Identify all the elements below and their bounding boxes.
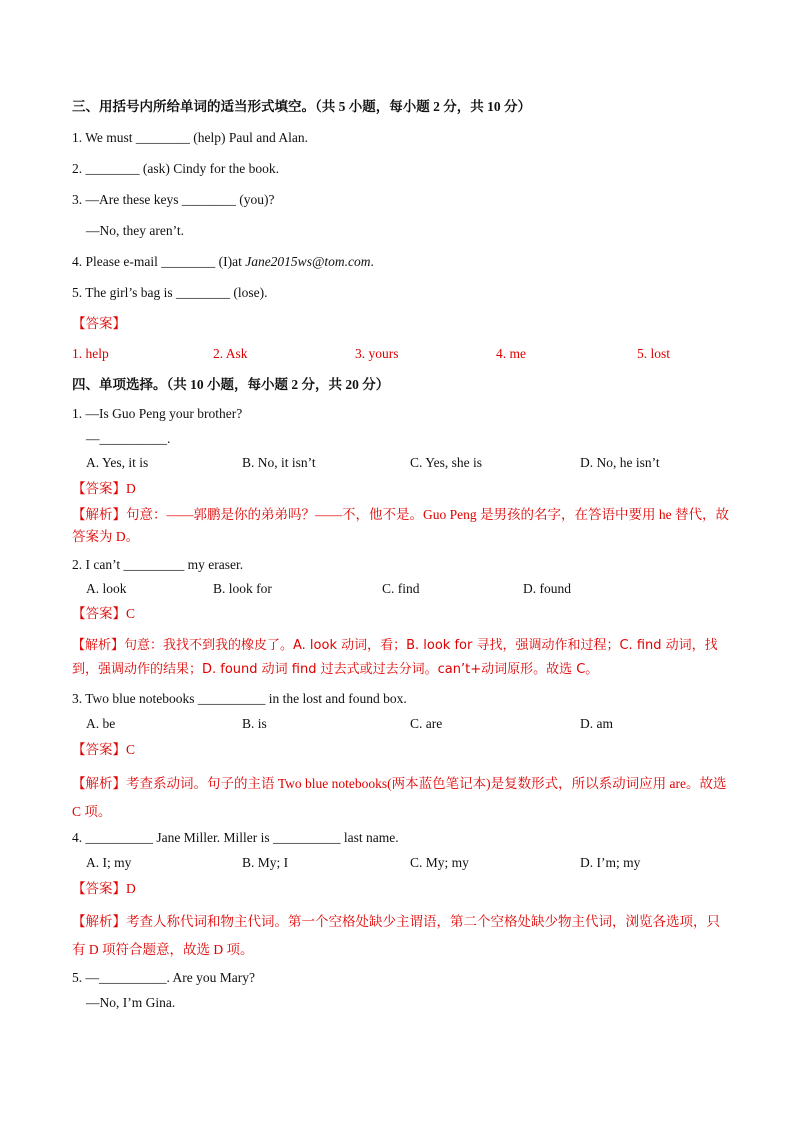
s3-answer-label: 【答案】 bbox=[72, 316, 126, 331]
s3-question-3-reply: —No, they aren’t. bbox=[86, 223, 184, 238]
s4-q3-analysis: 【解析】考查系动词。句子的主语 Two blue notebooks(两本蓝色笔记本)是复数形式，所以系动词应用 are。故选 C 项。 bbox=[72, 776, 727, 819]
section4-heading: 四、单项选择。（共 10 小题，每小题 2 分，共 20 分） bbox=[72, 377, 390, 392]
s4-q2-option-b: B. look for bbox=[213, 581, 272, 596]
s4-q2-answer: 【答案】C bbox=[72, 606, 136, 621]
s3-q4-end: . bbox=[370, 254, 374, 269]
s4-q1-blank: —__________. bbox=[86, 431, 171, 446]
s4-q1-stem: 1. —Is Guo Peng your brother? bbox=[72, 406, 243, 421]
s3-q4-email: Jane2015ws@tom.com bbox=[245, 254, 371, 269]
s4-q3-stem: 3. Two blue notebooks __________ in the lost and found box. bbox=[72, 691, 407, 706]
s3-answer-3: 3. yours bbox=[355, 346, 399, 361]
s4-q4-option-d: D. I’m; my bbox=[580, 855, 641, 870]
s3-q4-text: 4. Please e-mail ________ (I)at bbox=[72, 254, 246, 269]
s4-q2-option-a: A. look bbox=[86, 581, 127, 596]
s4-q4-option-b: B. My; I bbox=[242, 855, 289, 870]
s4-q1-option-b: B. No, it isn’t bbox=[242, 455, 316, 470]
s3-question-2: 2. ________ (ask) Cindy for the book. bbox=[72, 161, 279, 176]
s4-q1-option-c: C. Yes, she is bbox=[410, 455, 483, 470]
s4-q4-stem: 4. __________ Jane Miller. Miller is __________ last name. bbox=[72, 830, 399, 845]
s4-q4-option-a: A. I; my bbox=[86, 855, 132, 870]
s3-answer-5: 5. lost bbox=[637, 346, 671, 361]
s4-q5-stem: 5. —__________. Are you Mary? bbox=[72, 970, 255, 985]
s4-q2-option-d: D. found bbox=[523, 581, 571, 596]
s4-q4-analysis: 【解析】考查人称代词和物主代词。第一个空格处缺少主谓语，第二个空格处缺少物主代词，浏览各选项，只有 D 项符合题意，故选 D 项。 bbox=[72, 914, 720, 957]
s4-q3-option-b: B. is bbox=[242, 716, 267, 731]
s4-q3-option-c: C. are bbox=[410, 716, 443, 731]
s4-q1-option-a: A. Yes, it is bbox=[86, 455, 149, 470]
s4-q4-answer: 【答案】D bbox=[72, 881, 136, 896]
s4-q3-option-a: A. be bbox=[86, 716, 116, 731]
s4-q3-answer: 【答案】C bbox=[72, 742, 136, 757]
s3-question-3: 3. —Are these keys ________ (you)? bbox=[72, 192, 275, 207]
s3-answer-2: 2. Ask bbox=[213, 346, 248, 361]
s4-q1-option-d: D. No, he isn’t bbox=[580, 455, 660, 470]
s4-q5-reply: —No, I’m Gina. bbox=[86, 995, 176, 1010]
s4-q2-stem: 2. I can’t _________ my eraser. bbox=[72, 557, 244, 572]
s3-question-5: 5. The girl’s bag is ________ (lose). bbox=[72, 285, 268, 300]
s3-question-1: 1. We must ________ (help) Paul and Alan. bbox=[72, 130, 309, 145]
s3-answer-4: 4. me bbox=[496, 346, 526, 361]
s4-q1-analysis: 【解析】句意：——郭鹏是你的弟弟吗？——不，他不是。Guo Peng 是男孩的名字，在答语中要用 he 替代，故答案为 D。 bbox=[72, 507, 729, 544]
s4-q4-option-c: C. My; my bbox=[410, 855, 469, 870]
s4-q2-analysis: 【解析】句意：我找不到我的橡皮了。A. look 动词，看；B. look for 寻找，强调动作和过程；C. find 动词，找到，强调动作的结果；D. found 动词 find 过去式或过去分词。can’t+动词原形。故选 C。 bbox=[72, 638, 718, 677]
section3-heading: 三、用括号内所给单词的适当形式填空。（共 5 小题，每小题 2 分，共 10 分） bbox=[72, 99, 531, 114]
s4-q2-option-c: C. find bbox=[382, 581, 420, 596]
s3-question-4 bbox=[72, 253, 374, 271]
s4-q1-answer: 【答案】D bbox=[72, 481, 136, 496]
s4-q3-option-d: D. am bbox=[580, 716, 613, 731]
s3-answer-1: 1. help bbox=[72, 346, 109, 361]
